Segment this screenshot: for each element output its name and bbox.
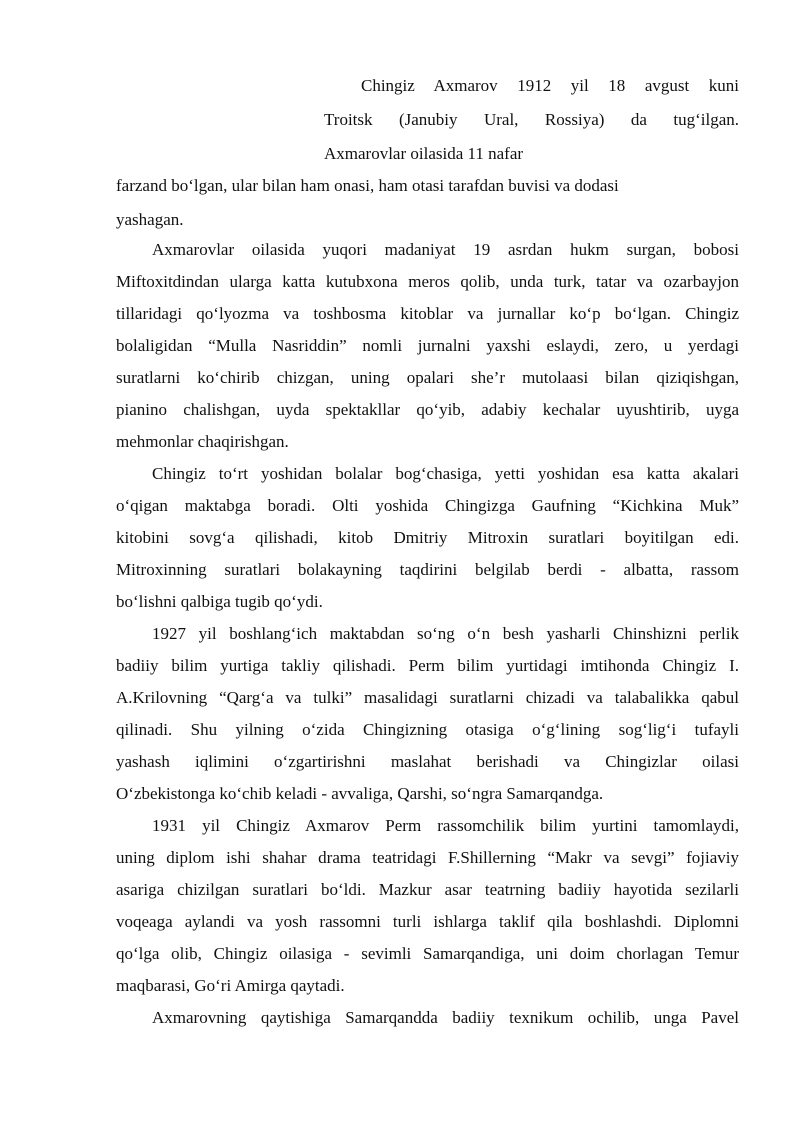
text-line: mehmonlar chaqirishgan. — [116, 432, 289, 451]
text-line: O‘zbekistonga ko‘chib keladi - avvaliga, Qarshi, so‘ngra Samarqandga. — [116, 784, 604, 803]
text-line: Chingiz Axmarov 1912 yil 18 avgust kuni — [361, 76, 739, 95]
text-line: kitobini sovg‘a qilishadi, kitob Dmitriy Mitroxin suratlari boyitilgan edi. — [116, 528, 739, 547]
text-line: bo‘lishni qalbiga tugib qo‘ydi. — [116, 592, 323, 611]
text-line: maqbarasi, Go‘ri Amirga qaytadi. — [116, 976, 345, 995]
text-line: bolaligidan “Mulla Nasriddin” nomli jurnalni yaxshi eslaydi, zero, u yerdagi — [116, 336, 739, 355]
text-line: Troitsk (Janubiy Ural, Rossiya) da tug‘ilgan. — [324, 110, 739, 129]
text-line: asariga chizilgan suratlari bo‘ldi. Mazkur asar teatrning badiiy hayotida sezilarli — [116, 880, 739, 899]
text-line: farzand bo‘lgan, ular bilan ham onasi, ham otasi tarafdan buvisi va dodasi — [116, 176, 619, 195]
text-line: o‘qigan maktabga boradi. Olti yoshida Chingizga Gaufning “Kichkina Muk” — [116, 496, 739, 515]
text-line: badiiy bilim yurtiga takliy qilishadi. Perm bilim yurtidagi imtihonda Chingiz I. — [116, 656, 739, 675]
text-line: A.Krilovning “Qarg‘a va tulki” masalidagi suratlarni chizadi va talabalikka qabul — [116, 688, 739, 707]
text-line: Axmarovlar oilasida 11 nafar — [324, 144, 524, 163]
text-line: voqeaga aylandi va yosh rassomni turli ishlarga taklif qila boshlashdi. Diplomni — [116, 912, 739, 931]
text-line: yashash iqlimini o‘zgartirishni maslahat berishadi va Chingizlar oilasi — [116, 752, 739, 771]
text-line: Miftoxitdindan ularga katta kutubxona meros qolib, unda turk, tatar va ozarbayjon — [116, 272, 739, 291]
text-line: 1931 yil Chingiz Axmarov Perm rassomchilik bilim yurtini tamomlaydi, — [152, 816, 739, 835]
text-line: Axmarovning qaytishiga Samarqandda badiiy texnikum ochilib, unga Pavel — [152, 1008, 739, 1027]
text-line: yashagan. — [116, 210, 184, 229]
text-line: Chingiz to‘rt yoshidan bolalar bog‘chasiga, yetti yoshidan esa katta akalari — [152, 464, 739, 483]
text-line: tillaridagi qo‘lyozma va toshbosma kitoblar va jurnallar ko‘p bo‘lgan. Chingiz — [116, 304, 739, 323]
text-line: suratlarni ko‘chirib chizgan, uning opalari she’r mutolaasi bilan qiziqishgan, — [116, 368, 739, 387]
text-line: qilinadi. Shu yilning o‘zida Chingizning otasiga o‘g‘lining sog‘lig‘i tufayli — [116, 720, 739, 739]
text-line: qo‘lga olib, Chingiz oilasiga - sevimli Samarqandiga, uni doim chorlagan Temur — [116, 944, 739, 963]
text-line: pianino chalishgan, uyda spektakllar qo‘yib, adabiy kechalar uyushtirib, uyga — [116, 400, 739, 419]
text-line: Mitroxinning suratlari bolakayning taqdirini belgilab berdi - albatta, rassom — [116, 560, 739, 579]
text-line: 1927 yil boshlang‘ich maktabdan so‘ng o‘n besh yasharli Chinshizni perlik — [152, 624, 739, 643]
text-line: uning diplom ishi shahar drama teatridagi F.Shillerning “Makr va sevgi” fojiaviy — [116, 848, 739, 867]
text-line: Axmarovlar oilasida yuqori madaniyat 19 asrdan hukm surgan, bobosi — [152, 240, 739, 259]
